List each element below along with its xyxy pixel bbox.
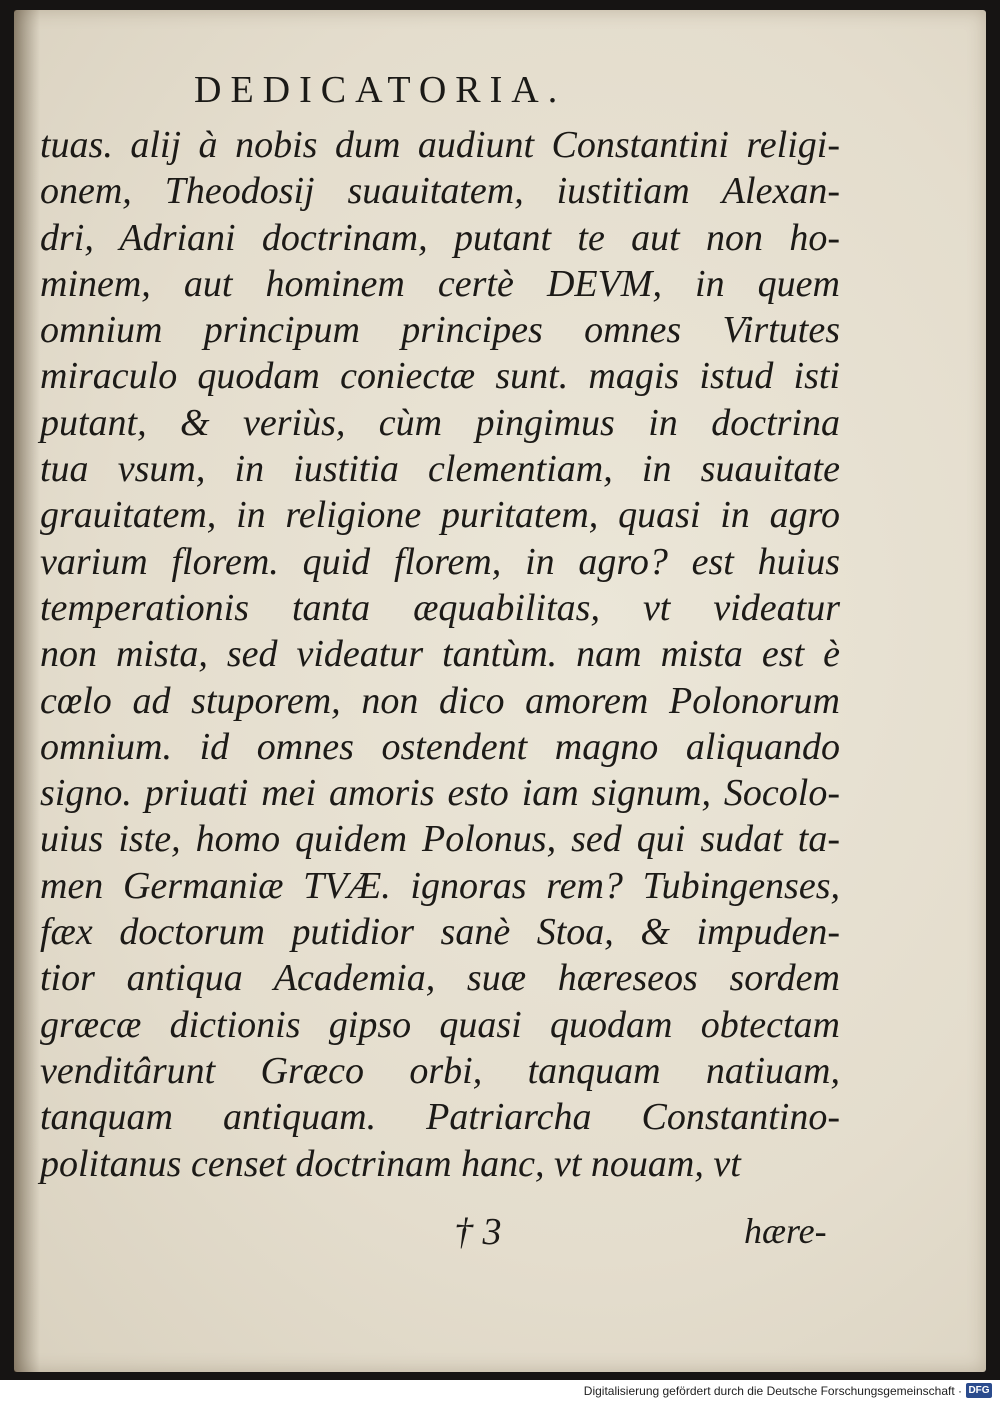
signature-mark: † 3 <box>454 1211 502 1253</box>
text-line: putant, & veriùs, cùm pingimus in doctrina <box>40 401 840 444</box>
text-line: men Germaniæ TVÆ. ignoras rem? Tubingenses, <box>40 864 840 907</box>
text-line: politanus censet doctrinam hanc, vt nouam, vt <box>40 1142 741 1185</box>
gutter-shadow <box>14 10 40 1372</box>
text-line: venditârunt Græco orbi, tanquam natiuam, <box>40 1049 840 1092</box>
text-line: grauitatem, in religione puritatem, quasi in agro <box>40 494 840 537</box>
footer-bar <box>0 1380 1000 1402</box>
text-line: græcæ dictionis gipso quasi quodam obtectam <box>40 1003 840 1046</box>
text-line: fæx doctorum putidior sanè Stoa, & impuden- <box>40 911 840 954</box>
funding-credit: Digitalisierung gefördert durch die Deutsche Forschungsgemeinschaft · <box>583 1384 962 1398</box>
catchword: hære- <box>744 1211 827 1251</box>
text-line: tua vsum, in iustitia clementiam, in suauitate <box>40 448 840 491</box>
text-line: tanquam antiquam. Patriarcha Constantino- <box>40 1096 840 1139</box>
text-line: non mista, sed videatur tantùm. nam mista est è <box>40 633 840 676</box>
text-line: miraculo quodam coniectæ sunt. magis istud isti <box>40 355 840 398</box>
text-line: signo. priuati mei amoris esto iam signum, Socolo- <box>40 772 840 815</box>
text-line: temperationis tanta æquabilitas, vt videatur <box>40 586 840 629</box>
book-page <box>14 10 986 1372</box>
text-line: omnium. id omnes ostendent magno aliquando <box>40 725 840 768</box>
running-head: DEDICATORIA. <box>194 69 567 111</box>
body-text <box>40 122 840 1187</box>
text-line: uius iste, homo quidem Polonus, sed qui sudat ta- <box>40 818 840 861</box>
text-line: omnium principum principes omnes Virtutes <box>40 309 840 352</box>
dfg-logo: DFG <box>966 1383 992 1398</box>
text-line: minem, aut hominem certè DEVM, in quem <box>40 262 840 305</box>
text-line: onem, Theodosij suauitatem, iustitiam Alexan- <box>40 170 840 213</box>
text-line: tior antiqua Academia, suæ hæreseos sordem <box>40 957 840 1000</box>
text-line: varium florem. quid florem, in agro? est huius <box>40 540 840 583</box>
text-line: dri, Adriani doctrinam, putant te aut non ho- <box>40 216 840 259</box>
text-line: cœlo ad stuporem, non dico amorem Polonorum <box>40 679 840 722</box>
text-line: tuas. alij à nobis dum audiunt Constantini religi- <box>40 124 840 166</box>
